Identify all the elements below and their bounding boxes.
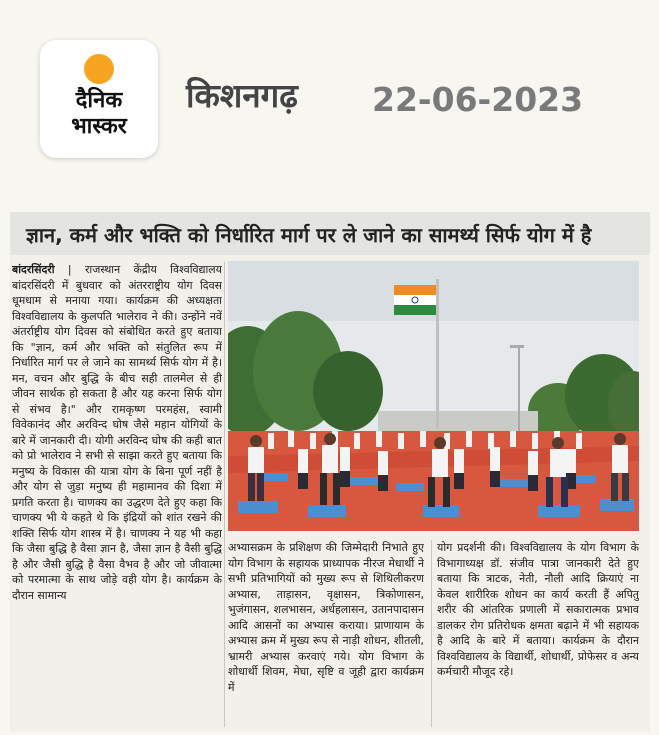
- sun-icon: [84, 54, 114, 84]
- yoga-photo-illustration: [228, 261, 639, 531]
- logo-text-line2: भास्कर: [71, 114, 127, 139]
- article-column-3: योग प्रदर्शनी की। विश्वविद्यालय के योग विभाग के विभागाध्यक्ष डॉ. संजीव पात्रा जानकारी देते हुए बताया कि त्राटक, नेती, नौली आदि क्रियाएं ना केवल शारीरिक शोधन का कार्य करती हैं अपितु शरीर की आंतरिक प्रणाली में सकारात्मक प्रभाव डालकर रोग प्रतिरोधक क्षमता बढ़ाने में भी सहायक है आदि के बारे में बताया। कार्यक्रम के दौरान विश्वविद्यालय के विद्यार्थी, शोधार्थी, प्रोफेसर व अन्य कर्मचारी मौजूद रहे।: [437, 541, 639, 678]
- logo-text-line1: दैनिक: [75, 88, 123, 113]
- article-column-1: [12, 262, 222, 732]
- yoga-session-photo: [228, 261, 639, 531]
- edition-date: 22-06-2023: [372, 80, 584, 119]
- article-dateline: बांदरसिंदरी: [12, 263, 55, 276]
- dateline-separator: |: [54, 263, 85, 276]
- article-headline: ज्ञान, कर्म और भक्ति को निर्धारित मार्ग पर ले जाने का सामर्थ्य सिर्फ योग में है: [26, 223, 592, 247]
- dainik-bhaskar-logo: [40, 40, 158, 158]
- edition-city: किशनगढ़: [186, 76, 298, 115]
- article-column-1-text: राजस्थान केंद्रीय विश्वविद्यालय बांदरसिंदरी में बुधवार को अंतरराष्ट्रीय योग दिवस धूमधाम से मनाया गया। कार्यक्रम की अध्यक्षता विश्वविद्यालय के कुलपति भालेराव ने की। उन्होंने नवें अंतर्राष्ट्रीय योग दिवस को संबोधित करते हुए बताया कि "ज्ञान, कर्म और भक्ति को संतुलित रूप में निर्धारित मार्ग पर ले जाने का सामर्थ्य सिर्फ योग में है। मन, वचन और बुद्धि के बीच सही तालमेल से ही जीवन सार्थक हो सकता है और यह करना सिर्फ योग से संभव है।" और रामकृष्ण परमहंस, स्वामी विवेकानंद और अरविन्द घोष जैसे महान योगियों के बारे में जानकारी दी। योगी अरविन्द घोष की कही बात को प्रो भालेराव ने सभी से साझा करते हुए बताया कि मनुष्य के विकास की यात्रा योग के बिना पूर्ण नहीं है और योग से जुड़ा मनुष्य ही महामानव की दिशा में प्रगति करता है। चाणक्य का उद्धरण देते हुए कहा कि चाणक्य भी ये कहते थे कि इंद्रियों को शांत रखने की शक्ति सिर्फ योग शास्त्र में है। चाणक्य ने यह भी कहा कि जैसा बुद्धि है वैसा ज्ञान है, जैसा ज्ञान है वैसी बुद्धि है और जैसी बुद्धि है वैसा वैभव है और जो जीवात्मा को परमात्मा के साथ जोड़े वही योग है। कार्यक्रम के दौरान सामान्य: [12, 263, 222, 602]
- column-divider: [431, 540, 432, 727]
- column-divider: [224, 262, 225, 727]
- article-column-2: अभ्यासक्रम के प्रशिक्षण की जिम्मेदारी निभाते हुए योग विभाग के सहायक प्राध्यापक नीरज मेधार्थी ने सभी प्रतिभागियों को मुख्य रूप से शिथिलीकरण अभ्यास, ताड़ासन, वृक्षासन, त्रिकोणासन, भुजंगासन, शलभासन, अर्धहलासन, उतानपादासन आदि आसनों का अभ्यास कराया। प्राणायाम के अभ्यास क्रम में मुख्य रूप से नाड़ी शोधन, शीतली, भ्रामरी अभ्यास करवाएं गये। योग विभाग के शोधार्थी शिवम, मेघा, सृष्टि व जूही द्वारा कार्यक्रम में: [228, 541, 424, 694]
